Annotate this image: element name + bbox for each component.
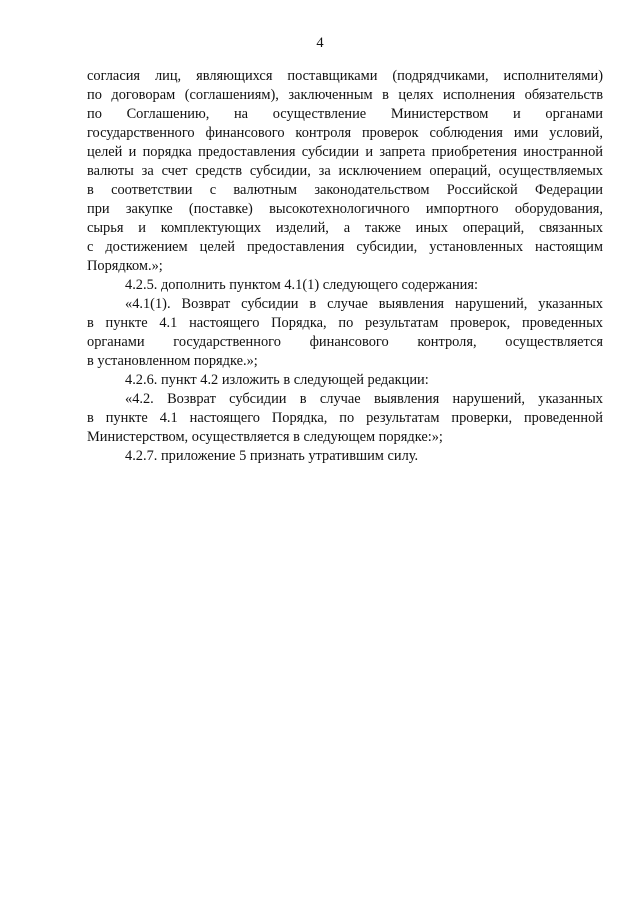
text-line: в соответствии с валютным законодательством Российской Федерации <box>87 182 603 198</box>
text-line: согласия лиц, являющихся поставщиками (подрядчиками, исполнителями) <box>87 68 603 84</box>
text-line: «4.2. Возврат субсидии в случае выявления нарушений, указанных <box>125 391 603 407</box>
text-line: целей и порядка предоставления субсидии и запрета приобретения иностранной <box>87 144 603 160</box>
text-line: в пункте 4.1 настоящего Порядка, по результатам проверок, проведенных <box>87 315 603 331</box>
text-line: 4.2.5. дополнить пунктом 4.1(1) следующего содержания: <box>125 277 478 293</box>
text-line: в пункте 4.1 настоящего Порядка, по результатам проверки, проведенной <box>87 410 603 426</box>
text-line: при закупке (поставке) высокотехнологичного импортного оборудования, <box>87 201 603 217</box>
text-line: по Соглашению, на осуществление Министерством и органами <box>87 106 603 122</box>
text-line: валюты за счет средств субсидии, за исключением операций, осуществляемых <box>87 163 603 179</box>
text-line: «4.1(1). Возврат субсидии в случае выявления нарушений, указанных <box>125 296 603 312</box>
text-line: Министерством, осуществляется в следующем порядке:»; <box>87 429 443 445</box>
text-line: по договорам (соглашениям), заключенным в целях исполнения обязательств <box>87 87 603 103</box>
text-line: с достижением целей предоставления субсидии, установленных настоящим <box>87 239 603 255</box>
text-line: Порядком.»; <box>87 258 163 274</box>
text-line: государственного финансового контроля проверок соблюдения ими условий, <box>87 125 603 141</box>
text-line: 4.2.7. приложение 5 признать утратившим силу. <box>125 448 419 464</box>
page-number: 4 <box>316 35 324 51</box>
text-line: органами государственного финансового контроля, осуществляется <box>87 334 603 350</box>
text-line: в установленном порядке.»; <box>87 353 258 369</box>
text-line: 4.2.6. пункт 4.2 изложить в следующей редакции: <box>125 372 429 388</box>
document-body <box>87 67 603 466</box>
text-line: сырья и комплектующих изделий, а также иных операций, связанных <box>87 220 603 236</box>
